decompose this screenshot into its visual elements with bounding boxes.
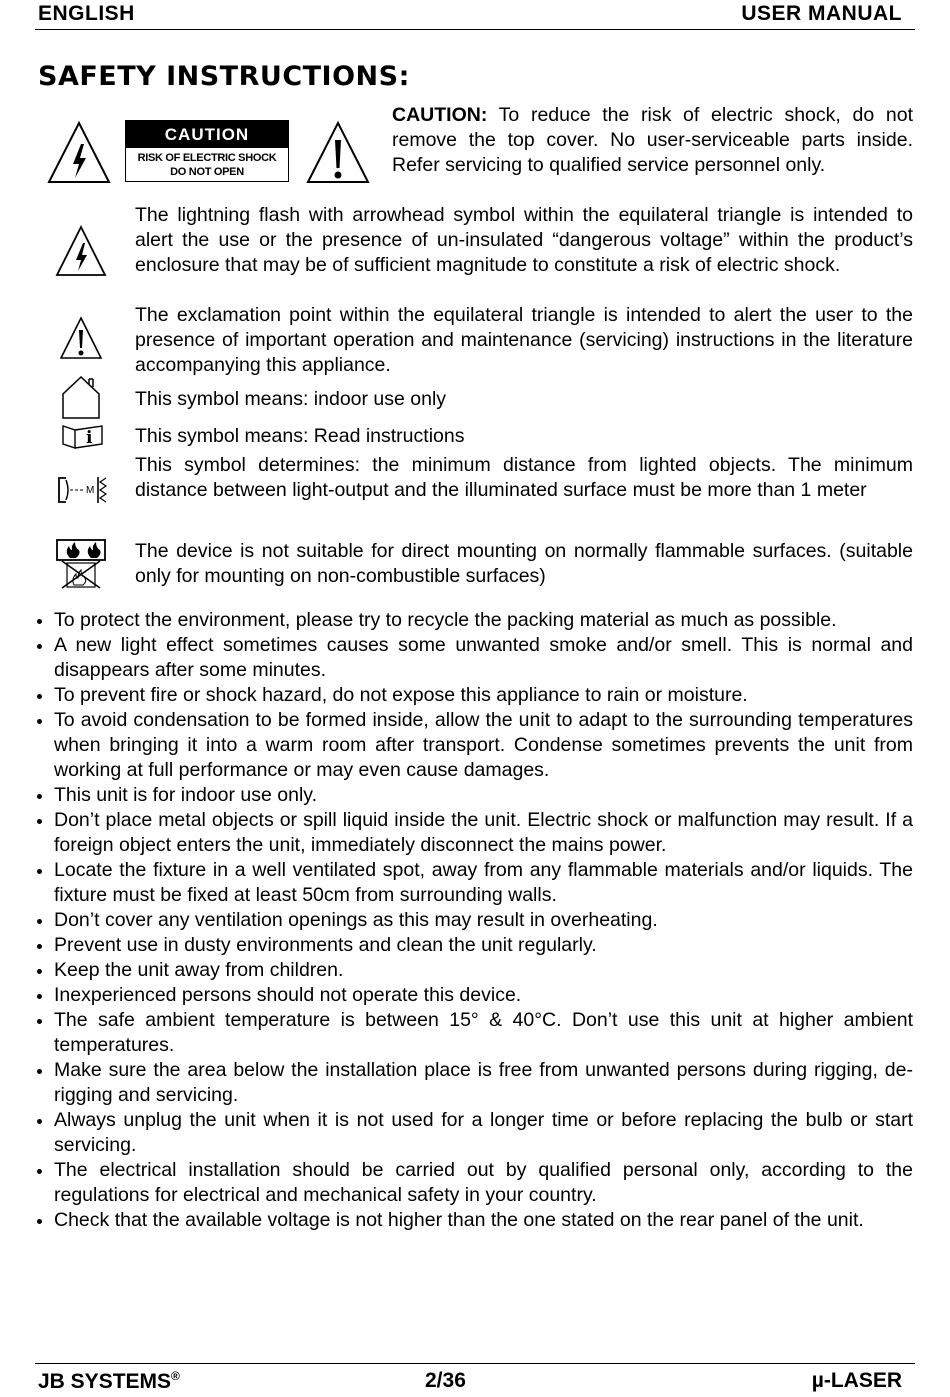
caution-label-heading: CAUTION xyxy=(126,121,288,148)
caution-notice-bold: CAUTION: xyxy=(392,104,488,126)
footer-brand xyxy=(38,1369,180,1394)
symbol-exclamation-description: The exclamation point within the equilateral triangle is intended to alert the user to the presence of important operation and maintenance (servicing) instructions in the literature accompanying this appliance. xyxy=(135,304,913,376)
lightning-triangle-icon xyxy=(54,224,108,278)
caution-label xyxy=(125,120,289,182)
flammable-surface-icon xyxy=(54,537,108,589)
minimum-distance-icon xyxy=(54,474,110,506)
list-item: Prevent use in dusty environments and clean the unit regularly. xyxy=(35,933,913,958)
safety-bullet-list xyxy=(35,608,913,1233)
footer-rule xyxy=(35,1363,915,1364)
read-instructions-icon xyxy=(61,424,105,450)
page-number: 2/36 xyxy=(425,1369,466,1392)
lightning-triangle-icon xyxy=(46,120,112,184)
list-item: Always unplug the unit when it is not used for a longer time or before replacing the bulb or start servicing. xyxy=(35,1108,913,1158)
header-doc-type: USER MANUAL xyxy=(741,2,902,25)
house-icon xyxy=(60,374,102,420)
list-item: Check that the available voltage is not higher than the one stated on the rear panel of the unit. xyxy=(35,1208,913,1233)
list-item: To prevent fire or shock hazard, do not expose this appliance to rain or moisture. xyxy=(35,683,913,708)
page-title: SAFETY INSTRUCTIONS: xyxy=(38,61,410,92)
list-item: Keep the unit away from children. xyxy=(35,958,913,983)
symbol-flammable-description: The device is not suitable for direct mounting on normally flammable surfaces. (suitable only for mounting on non-combustible surfaces) xyxy=(135,540,913,587)
header-rule xyxy=(35,29,915,30)
exclamation-triangle-icon xyxy=(306,120,370,184)
footer-product: µ-LASER xyxy=(811,1369,902,1392)
list-item: A new light effect sometimes causes some unwanted smoke and/or smell. This is normal and disappears after some minutes. xyxy=(35,633,913,683)
caution-label-line1: RISK OF ELECTRIC SHOCK xyxy=(137,152,277,164)
caution-label-line2: DO NOT OPEN xyxy=(170,166,244,178)
list-item: Locate the fixture in a well ventilated spot, away from any flammable materials and/or liquids. The fixture must be fixed at least 50cm from surrounding walls. xyxy=(35,858,913,908)
symbol-read-instructions-description: This symbol means: Read instructions xyxy=(135,425,465,447)
minimum-distance-icon-label: M xyxy=(86,485,95,496)
symbol-indoor-description: This symbol means: indoor use only xyxy=(135,388,447,410)
list-item: Don’t cover any ventilation openings as this may result in overheating. xyxy=(35,908,913,933)
footer-brand-name: JB SYSTEMS xyxy=(38,1370,172,1393)
header-language: ENGLISH xyxy=(38,2,135,25)
exclamation-triangle-icon xyxy=(58,315,104,361)
caution-notice-text: To reduce the risk of electric shock, do not remove the top cover. No user-serviceable parts inside. Refer servicing to qualified service personnel only. xyxy=(392,104,913,176)
list-item: Don’t place metal objects or spill liquid inside the unit. Electric shock or malfunction may result. If a foreign object enters the unit, immediately disconnect the mains power. xyxy=(35,808,913,858)
symbol-minimum-distance-description: This symbol determines: the minimum distance from lighted objects. The minimum distance between light-output and the illuminated surface must be more than 1 meter xyxy=(135,454,913,501)
list-item: Make sure the area below the installation place is free from unwanted persons during rigging, de-rigging and servicing. xyxy=(35,1058,913,1108)
list-item: To protect the environment, please try to recycle the packing material as much as possible. xyxy=(35,608,913,633)
symbol-lightning-description: The lightning flash with arrowhead symbol within the equilateral triangle is intended to alert the use or the presence of un-insulated “dangerous voltage” within the product’s enclosure that may be of sufficient magnitude to constitute a risk of electric shock. xyxy=(135,204,913,276)
list-item: The electrical installation should be carried out by qualified personal only, according to the regulations for electrical and mechanical safety in your country. xyxy=(35,1158,913,1208)
list-item: To avoid condensation to be formed inside, allow the unit to adapt to the surrounding temperatures when bringing it into a warm room after transport. Condense sometimes prevents the unit from working at full performance or may even cause damages. xyxy=(35,708,913,783)
caution-notice xyxy=(392,103,913,178)
svg-text:i: i xyxy=(86,428,93,448)
list-item: Inexperienced persons should not operate this device. xyxy=(35,983,913,1008)
list-item: The safe ambient temperature is between 15° & 40°C. Don’t use this unit at higher ambient temperatures. xyxy=(35,1008,913,1058)
list-item: This unit is for indoor use only. xyxy=(35,783,913,808)
footer-registered-mark: ® xyxy=(171,1369,180,1383)
